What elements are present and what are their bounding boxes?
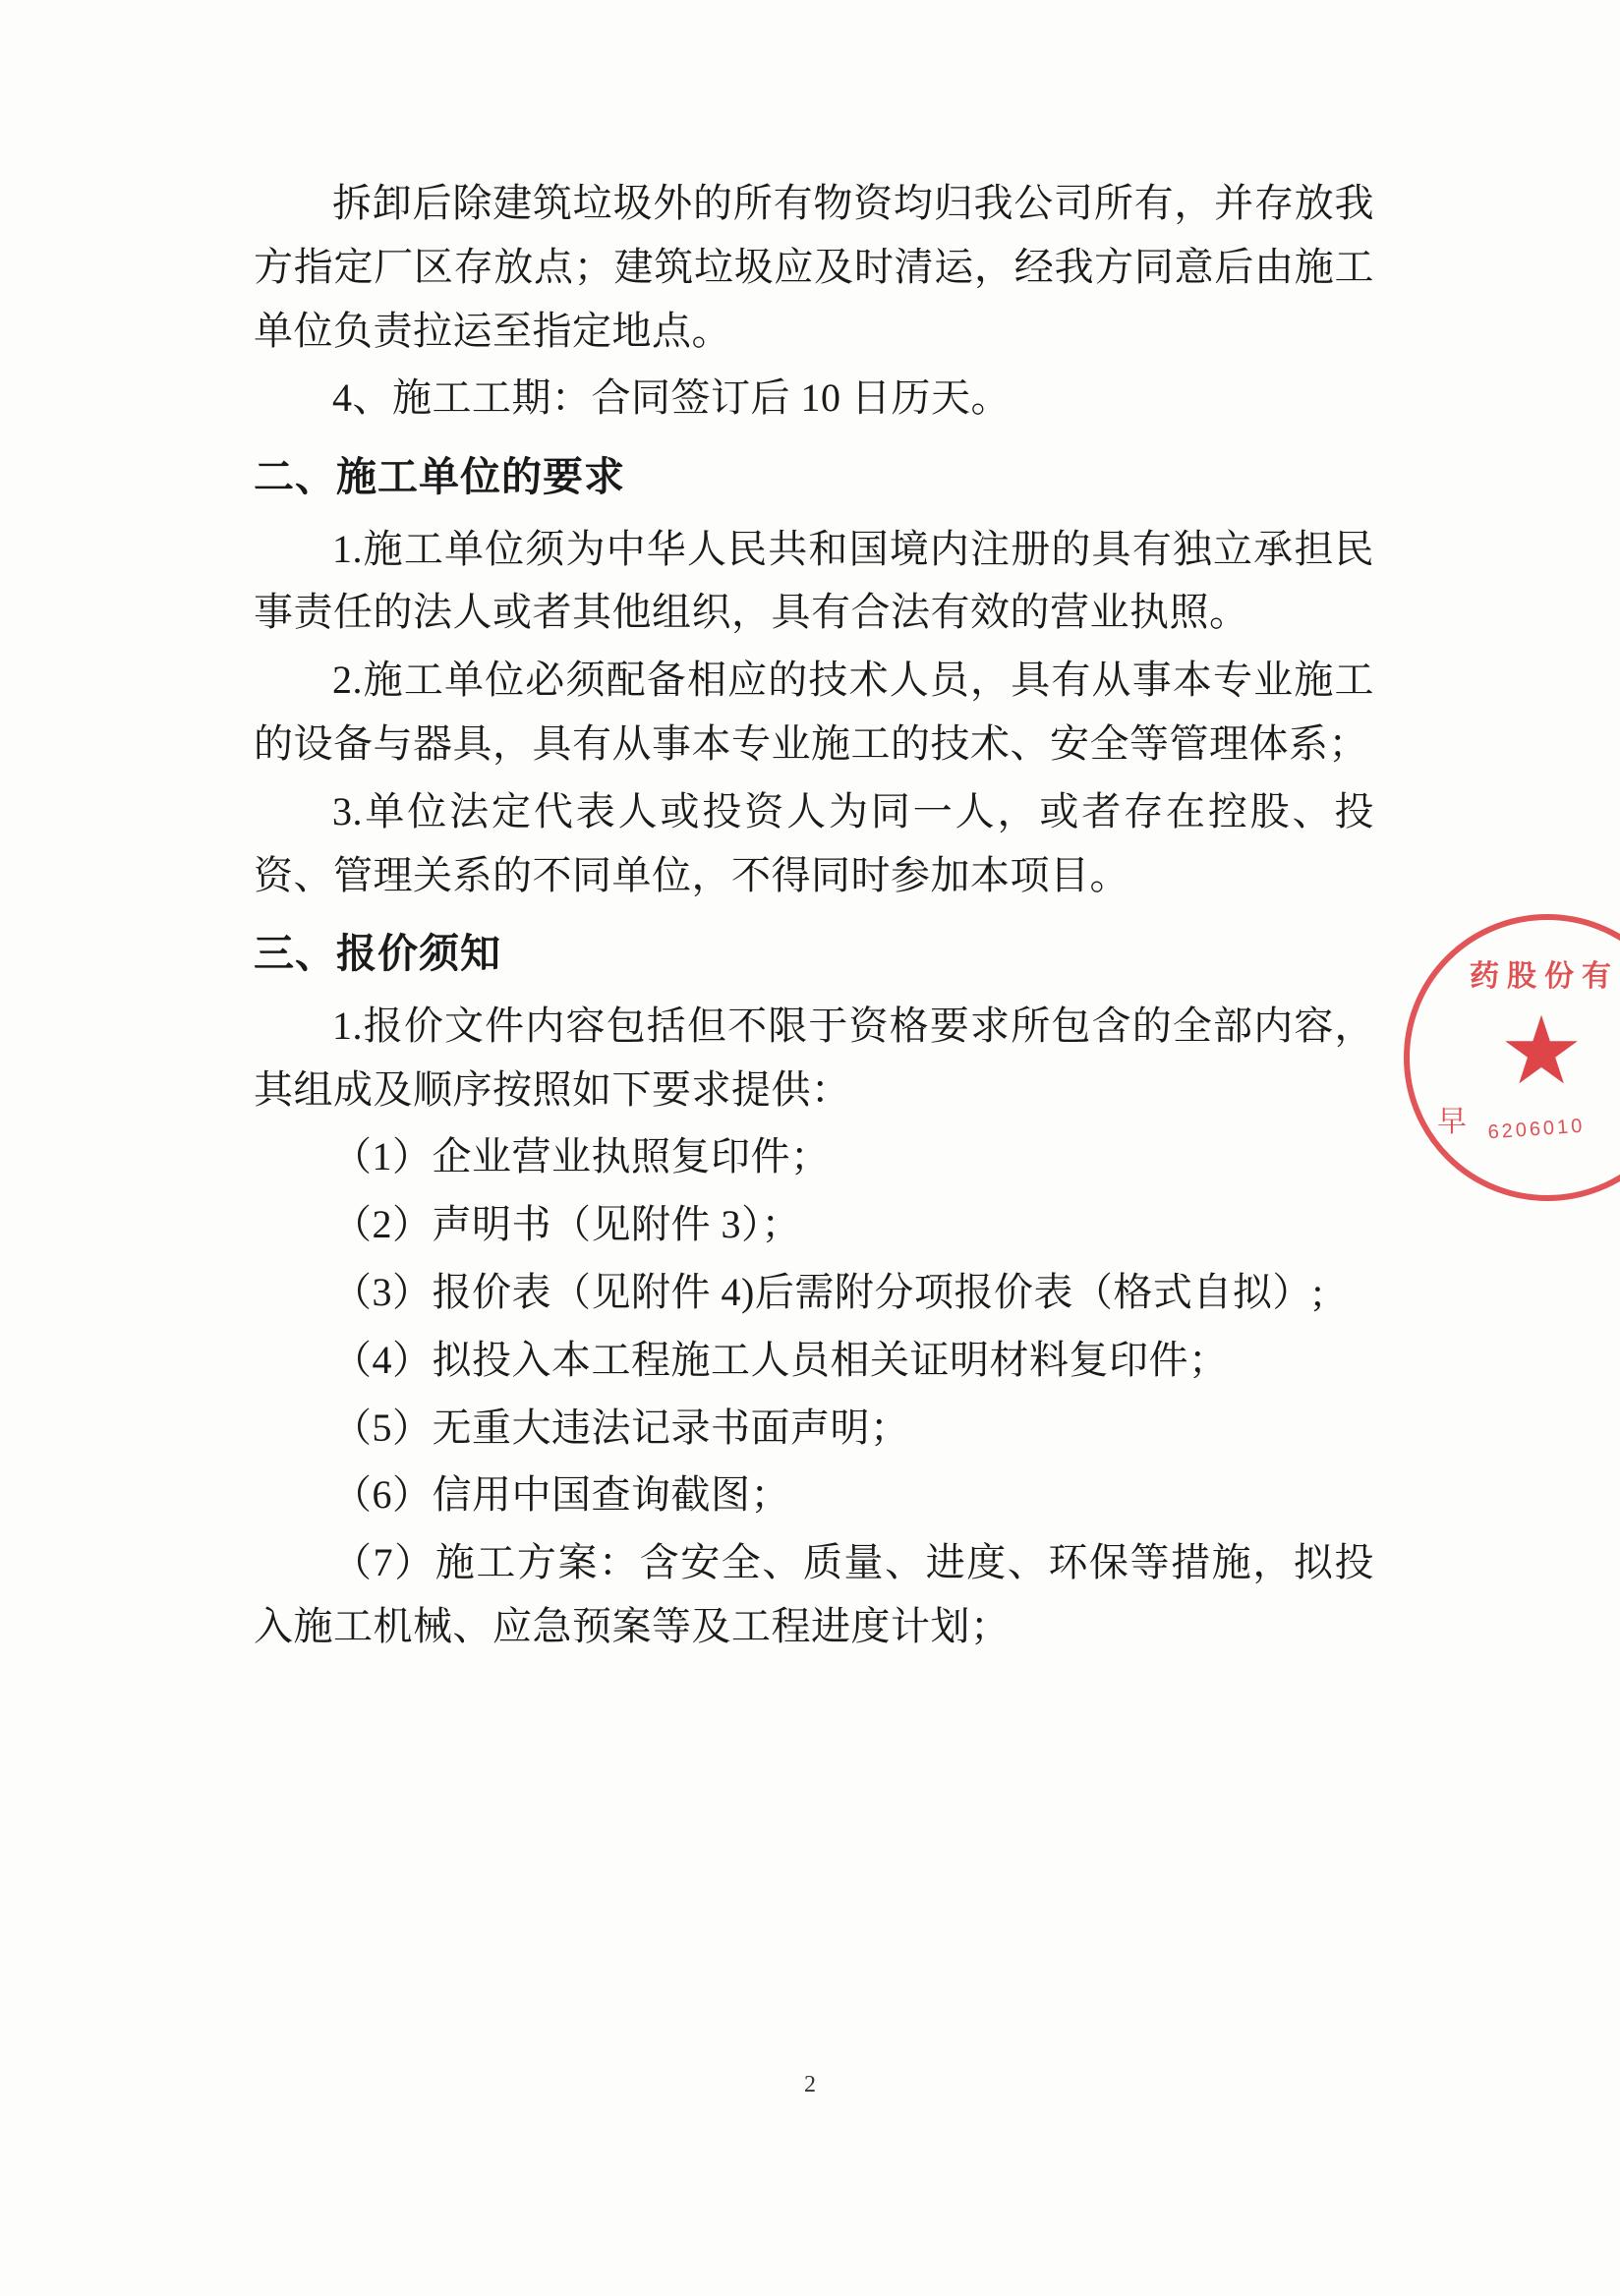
list-item-construction-plan: （7）施工方案：含安全、质量、进度、环保等措施，拟投入施工机械、应急预案等及工程进度计划；	[254, 1540, 1374, 1648]
requirement-item-1: 1.施工单位须为中华人民共和国境内注册的具有独立承担民事责任的法人或者其他组织，具有合法有效的营业执照。	[254, 526, 1374, 635]
quotation-lead-paragraph: 1.报价文件内容包括但不限于资格要求所包含的全部内容，其组成及顺序按照如下要求提供：	[254, 1003, 1374, 1112]
heading-section-three: 三、报价须知	[254, 931, 501, 977]
document-body	[254, 172, 1374, 1663]
list-item: （1）企业营业执照复印件；	[332, 1134, 831, 1179]
page-number: 2	[804, 2072, 816, 2097]
list-item: （3）报价表（见附件 4)后需附分项报价表（格式自拟）;	[332, 1269, 1324, 1314]
company-seal-stamp	[1404, 914, 1620, 1199]
seal-mark-text: 早	[1437, 1106, 1467, 1138]
requirement-item-3: 3.单位法定代表人或投资人为同一人，或者存在控股、投资、管理关系的不同单位，不得同时参加本项目。	[254, 788, 1374, 897]
list-item: （4）拟投入本工程施工人员相关证明材料复印件；	[332, 1337, 1229, 1382]
requirement-item-2: 2.施工单位必须配备相应的技术人员，具有从事本专业施工的设备与器具，具有从事本专业施工的技术、安全等管理体系；	[254, 658, 1374, 766]
seal-ring	[1404, 914, 1620, 1201]
heading-section-two: 二、施工单位的要求	[254, 454, 625, 500]
seal-top-text: 药股份有	[1470, 960, 1619, 993]
seal-bottom-text: 6206010	[1486, 1115, 1587, 1144]
paragraph-construction-period: 4、施工工期：合同签订后 10 日历天。	[332, 375, 1011, 421]
paragraph-demolition-materials: 拆卸后除建筑垃圾外的所有物资均归我公司所有，并存放我方指定厂区存放点；建筑垃圾应及时清运，经我方同意后由施工单位负责拉运至指定地点。	[254, 181, 1374, 353]
list-item: （2）声明书（见附件 3）；	[332, 1202, 801, 1247]
list-item: （6）信用中国查询截图；	[332, 1472, 790, 1518]
list-item: （5）无重大违法记录书面声明；	[332, 1405, 910, 1450]
star-icon: ★	[1498, 999, 1585, 1104]
